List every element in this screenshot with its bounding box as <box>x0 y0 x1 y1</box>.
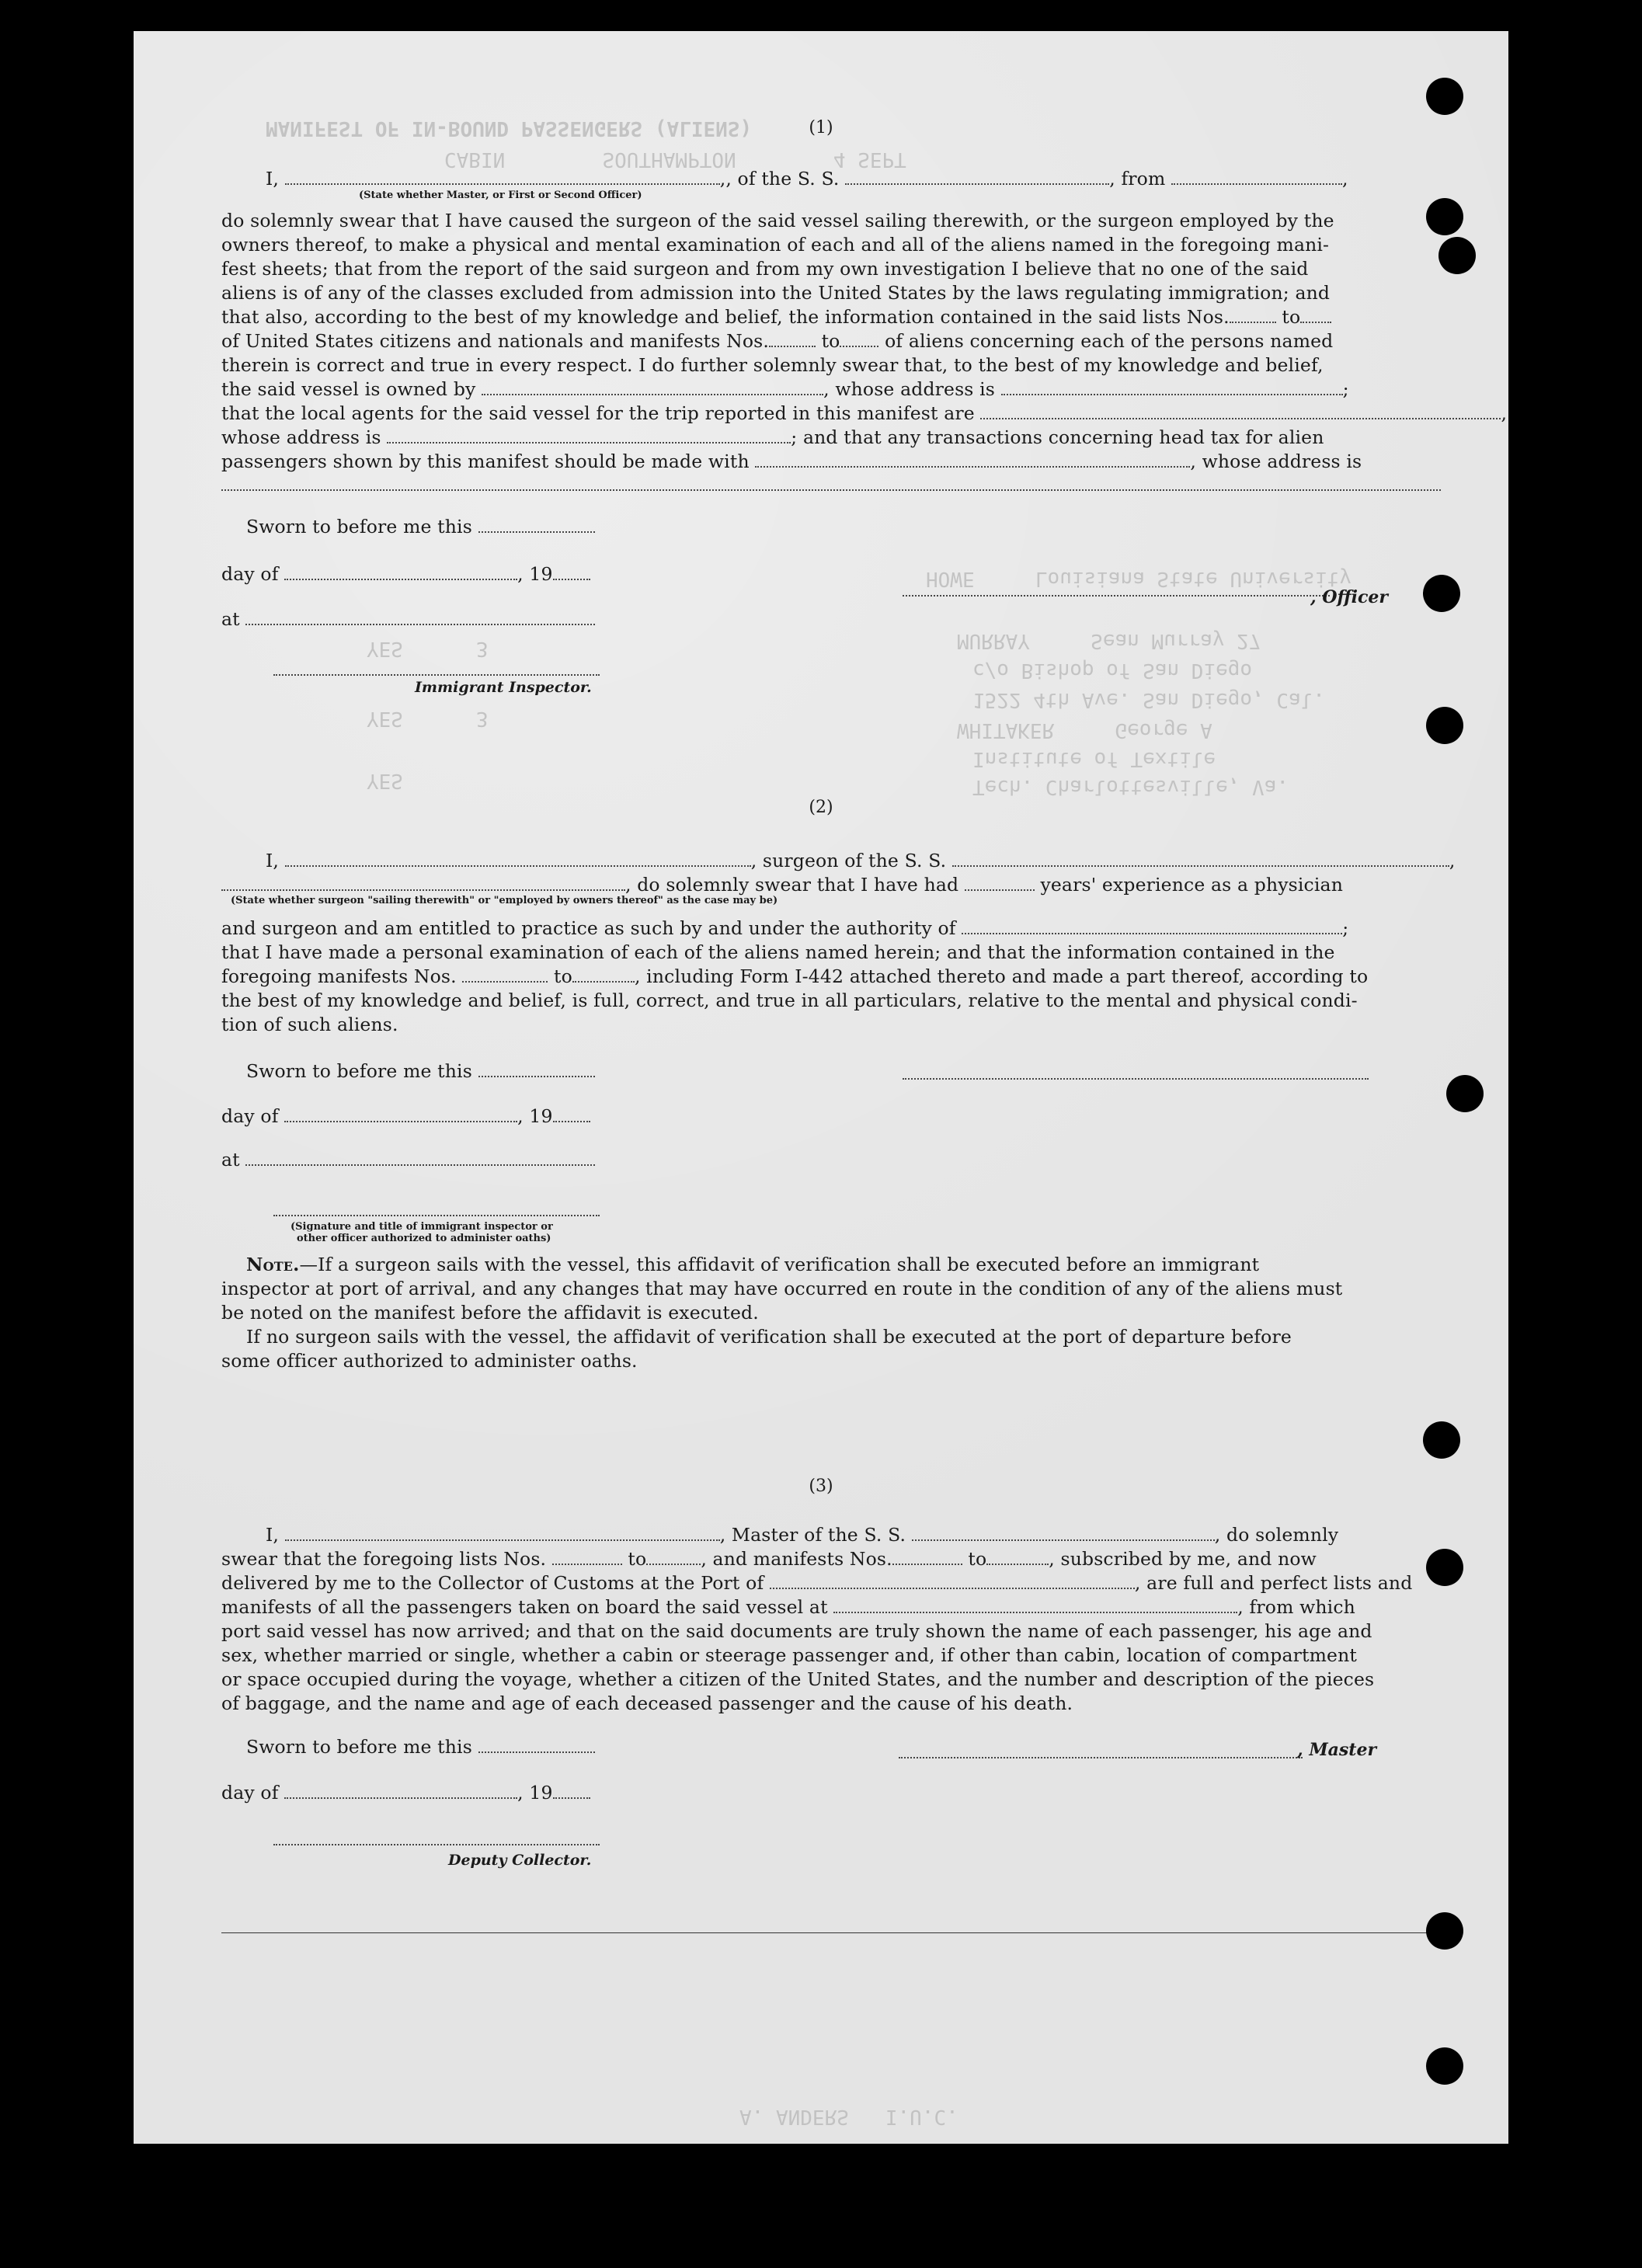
s1-inspector-line <box>273 674 600 676</box>
s2-at: at <box>221 1148 595 1172</box>
s1-address-line <box>221 489 1441 491</box>
s2-note-0: Note.—If a surgeon sails with the vessel, this affidavit of verification shall be executed before an immigrant <box>246 1254 1260 1275</box>
s2-body-0: and surgeon and am entitled to practice as such by and under the authority of ; <box>221 917 1349 939</box>
s3-body-5: or space occupied during the voyage, whether a citizen of the United States, and the number and description of the pieces <box>221 1668 1375 1690</box>
section-1-number: (1) <box>809 118 833 137</box>
s2-sig-note-2: other officer authorized to administer oaths) <box>297 1233 551 1244</box>
s3-sworn: Sworn to before me this <box>246 1735 595 1759</box>
s2-line2: , do solemnly swear that I have had years' experience as a physician <box>221 873 1343 897</box>
s1-body-7: the said vessel is owned by , whose address is ; <box>221 378 1349 400</box>
s3-collector-label: Deputy Collector. <box>448 1852 592 1869</box>
s2-body-3: the best of my knowledge and belief, is full, correct, and true in all particulars, relative to the mental and physical condi- <box>221 990 1358 1011</box>
s1-officer-label: , Officer <box>1310 587 1389 607</box>
s1-body-0: do solemnly swear that I have caused the surgeon of the said vessel sailing therewith, or the surgeon employed by the <box>221 210 1334 231</box>
s3-body-3: port said vessel has now arrived; and that on the said documents are truly shown the name of each passenger, his age and <box>221 1620 1372 1642</box>
binder-hole-icon <box>1423 575 1460 612</box>
section-2-number: (2) <box>809 798 833 817</box>
bleed-through-line: MURRAY Sean Murray 27 <box>957 629 1261 652</box>
manifest-affidavit-page <box>134 31 1508 2144</box>
bleed-through-line: YES 3 <box>367 637 489 660</box>
s3-line1: I, , Master of the S. S. , do solemnly <box>266 1524 1339 1546</box>
s1-body-4: that also, according to the best of my knowledge and belief, the information contained in the said lists Nos. to <box>221 305 1331 329</box>
s1-sworn: Sworn to before me this <box>246 515 595 539</box>
s3-body-4: sex, whether married or single, whether a cabin or steerage passenger and, if other than cabin, location of compartment <box>221 1644 1357 1666</box>
s1-body-1: owners thereof, to make a physical and mental examination of each and all of the aliens named in the foregoing mani- <box>221 234 1330 256</box>
bleed-through-line: CABIN SOUTHAMPTON 4 SEPT <box>444 148 906 171</box>
s1-body-5: of United States citizens and nationals and manifests Nos. to of aliens concerning each of the persons named <box>221 330 1334 352</box>
section-3-number: (3) <box>809 1477 833 1496</box>
s1-body-3: aliens is of any of the classes excluded from admission into the United States by the laws regulating immigration; and <box>221 282 1331 304</box>
bleed-through-footer: A. ANDERS I.U.C. <box>739 2105 958 2128</box>
s2-surgeon-note: (State whether surgeon "sailing therewith" or "employed by owners thereof" as the case may be) <box>231 895 778 906</box>
s3-collector-line <box>273 1844 600 1845</box>
bleed-through-line: WHITAKER George A <box>957 718 1212 742</box>
s3-body-6: of baggage, and the name and age of each deceased passenger and the cause of his death. <box>221 1692 1073 1714</box>
s1-body-9: whose address is ; and that any transactions concerning head tax for alien <box>221 426 1324 448</box>
s1-body-6: therein is correct and true in every respect. I do further solemnly swear that, to the best of my knowledge and belief, <box>221 354 1324 376</box>
s2-note2-1: some officer authorized to administer oaths. <box>221 1350 638 1372</box>
s2-inspector-line <box>273 1215 600 1216</box>
s2-body-4: tion of such aliens. <box>221 1014 398 1035</box>
s2-sig-note-1: (Signature and title of immigrant inspector or <box>290 1221 553 1233</box>
bleed-through-heading: MANIFEST OF IN-BOUND PASSENGERS (ALIENS) <box>266 117 753 140</box>
s2-note-2: be noted on the manifest before the affidavit is executed. <box>221 1302 759 1324</box>
bleed-through-line: YES <box>367 769 403 792</box>
s3-day-of: day of , 19 <box>221 1781 590 1805</box>
binder-hole-icon <box>1426 198 1463 235</box>
bleed-through-line: 1522 4th Ave. San Diego, Cal. <box>972 688 1325 711</box>
s2-note-1: inspector at port of arrival, and any changes that may have occurred en route in the condition of any of the aliens must <box>221 1278 1343 1299</box>
s2-signature-line <box>903 1078 1369 1080</box>
s3-body-1: delivered by me to the Collector of Customs at the Port of , are full and perfect lists and <box>221 1572 1413 1594</box>
s3-master-line <box>899 1757 1303 1758</box>
bleed-through-line: HOWE Louisiana State University <box>926 567 1352 590</box>
s1-at: at <box>221 607 595 631</box>
s1-officer-line <box>903 595 1330 597</box>
s1-day-of: day of , 19 <box>221 562 590 586</box>
s1-inspector-label: Immigrant Inspector. <box>415 679 592 696</box>
bleed-through-line: YES 3 <box>367 707 489 730</box>
binder-hole-icon <box>1426 1549 1463 1586</box>
s1-body-10: passengers shown by this manifest should be made with , whose address is <box>221 450 1362 472</box>
s1-line1: I, ,, of the S. S. , from , <box>266 168 1348 190</box>
binder-hole-icon <box>1426 2047 1463 2085</box>
s1-body-8: that the local agents for the said vessel for the trip reported in this manifest are , <box>221 402 1508 424</box>
bottom-rule <box>221 1932 1442 1933</box>
s2-body-1: that I have made a personal examination of each of the aliens named herein; and that the information contained in the <box>221 941 1335 963</box>
s2-note2-0: If no surgeon sails with the vessel, the affidavit of verification shall be executed at the port of departure before <box>246 1326 1292 1348</box>
s1-body-2: fest sheets; that from the report of the said surgeon and from my own investigation I believe that no one of the said <box>221 258 1309 280</box>
binder-hole-icon <box>1438 237 1476 274</box>
s2-day-of: day of , 19 <box>221 1104 590 1129</box>
binder-hole-icon <box>1446 1075 1484 1112</box>
s3-master-label: , Master <box>1297 1740 1377 1760</box>
s2-sworn: Sworn to before me this <box>246 1059 595 1084</box>
s3-body-0: swear that the foregoing lists Nos. to , and manifests Nos. to , subscribed by me, and now <box>221 1548 1317 1570</box>
s1-master-note: (State whether Master, or First or Second Officer) <box>359 190 642 201</box>
binder-hole-icon <box>1426 707 1463 744</box>
s2-body-2: foregoing manifests Nos. to , including Form I-442 attached thereto and made a part thereof, according to <box>221 965 1369 987</box>
s3-body-2: manifests of all the passengers taken on board the said vessel at , from which <box>221 1596 1355 1618</box>
bleed-through-line: Institute of Textile <box>972 747 1216 770</box>
binder-hole-icon <box>1423 1421 1460 1459</box>
binder-hole-icon <box>1426 78 1463 115</box>
bleed-through-line: Tech. Charlottesville, Va. <box>972 775 1289 798</box>
binder-hole-icon <box>1426 1912 1463 1950</box>
bleed-through-line: c/o Bishop of San Diego <box>972 659 1253 682</box>
s2-line1: I, , surgeon of the S. S. , <box>266 850 1456 871</box>
